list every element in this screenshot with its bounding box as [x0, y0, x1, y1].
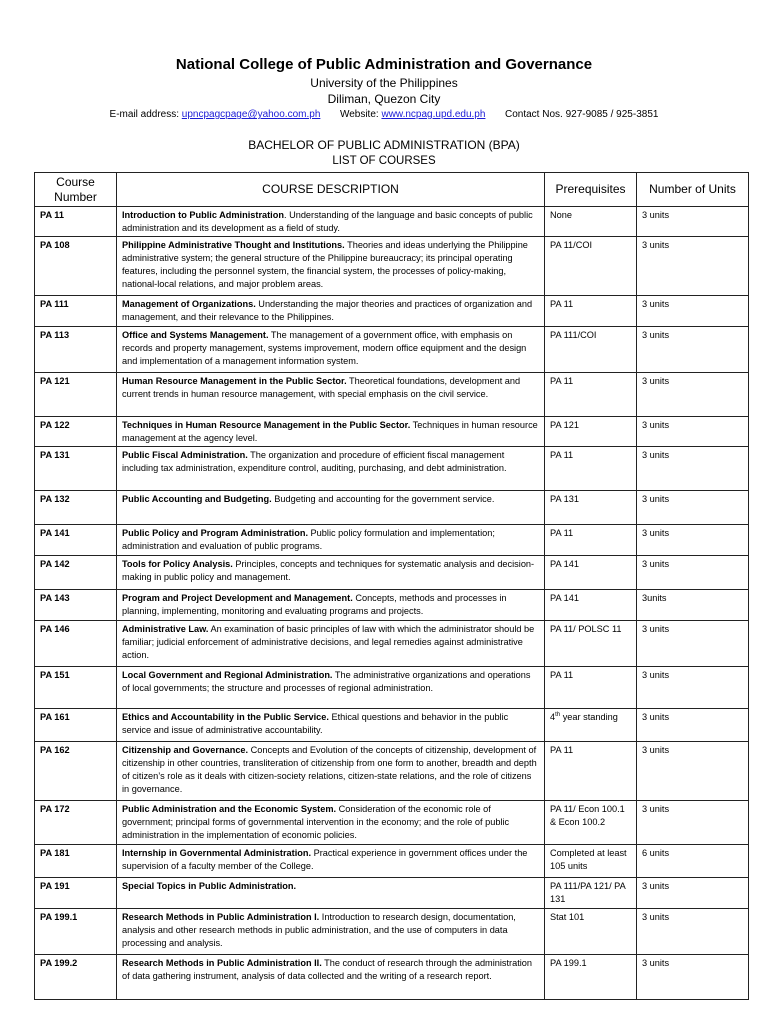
course-description	[117, 417, 545, 447]
course-description	[117, 908, 545, 954]
header-units: Number of Units	[637, 173, 749, 207]
course-title: Program and Project Development and Management.	[122, 592, 353, 603]
course-number: PA 143	[35, 589, 117, 620]
course-prerequisites: PA 11	[545, 741, 637, 800]
course-number: PA 122	[35, 417, 117, 447]
course-prerequisites: PA 111/COI	[545, 327, 637, 373]
website-link[interactable]: www.ncpag.upd.edu.ph	[381, 109, 486, 120]
course-description	[117, 296, 545, 327]
course-number: PA 146	[35, 620, 117, 666]
course-number: PA 181	[35, 844, 117, 877]
email-label: E-mail address:	[109, 109, 180, 120]
course-number: PA 141	[35, 524, 117, 555]
course-number: PA 108	[35, 237, 117, 296]
course-description	[117, 524, 545, 555]
course-number: PA 199.2	[35, 954, 117, 999]
course-description-text: Consideration of the economic role of government; principal forms of governmental intervention in the economy; and the role of public administration in the implementation of economic policies.	[122, 803, 510, 840]
letterhead	[0, 55, 768, 122]
course-prerequisites: PA 11	[545, 524, 637, 555]
course-prerequisites: PA 131	[545, 490, 637, 524]
course-description	[117, 207, 545, 237]
table-row	[35, 373, 749, 417]
course-units: 3 units	[637, 446, 749, 490]
course-number: PA 172	[35, 800, 117, 844]
course-units: 3 units	[637, 708, 749, 741]
course-units: 3 units	[637, 327, 749, 373]
course-units: 3 units	[637, 237, 749, 296]
table-row	[35, 877, 749, 908]
header-course-number: Course Number	[35, 173, 117, 207]
table-row	[35, 708, 749, 741]
table-row	[35, 524, 749, 555]
course-table	[34, 172, 749, 1000]
course-units: 3 units	[637, 296, 749, 327]
course-title: Office and Systems Management.	[122, 330, 269, 340]
course-units: 3 units	[637, 741, 749, 800]
course-description-text: Concepts and Evolution of the concepts of citizenship, development of citizenship in other countries, transliteration of citizenship from one form to another, breadth and depth of citizen’s role as it deals with citizen-society relations, citizen-state relations, and the role of citizens in governance.	[122, 744, 537, 794]
course-units: 3 units	[637, 954, 749, 999]
course-title: Techniques in Human Resource Management in the Public Sector.	[122, 420, 411, 430]
course-title: Research Methods in Public Administration I.	[122, 911, 320, 922]
email-link[interactable]: upncpagcpage@yahoo.com.ph	[181, 109, 321, 120]
course-description	[117, 954, 545, 999]
course-description-text: Concepts, methods and processes in planning, implementing, monitoring and evaluating programs and projects.	[122, 592, 507, 616]
course-description-text: Theoretical foundations, development and current trends in human resource management, with special emphasis on the civil service.	[122, 376, 521, 399]
course-description	[117, 373, 545, 417]
course-description	[117, 844, 545, 877]
course-number: PA 11	[35, 207, 117, 237]
table-row	[35, 620, 749, 666]
college-name: National College of Public Administration and Governance	[175, 56, 593, 73]
course-units: 3units	[637, 589, 749, 620]
contact-line	[0, 108, 768, 122]
location: Diliman, Quezon City	[327, 92, 441, 106]
course-description-text: Public policy formulation and implementation; administration and evaluation of public programs.	[122, 527, 495, 551]
table-row	[35, 237, 749, 296]
list-title: LIST OF COURSES	[332, 155, 436, 167]
course-number: PA 162	[35, 741, 117, 800]
course-title: Management of Organizations.	[122, 299, 256, 309]
course-units: 3 units	[637, 490, 749, 524]
course-title: Special Topics in Public Administration.	[122, 880, 297, 891]
course-description-text: Practical experience in government offices under the supervision of a faculty member of the College.	[122, 847, 528, 871]
course-prerequisites: PA 11	[545, 296, 637, 327]
course-description	[117, 666, 545, 708]
table-row	[35, 908, 749, 954]
course-number: PA 121	[35, 373, 117, 417]
course-title: Tools for Policy Analysis.	[122, 558, 233, 569]
course-prerequisites: PA 111/PA 121/ PA 131	[545, 877, 637, 908]
course-units: 3 units	[637, 373, 749, 417]
table-row	[35, 490, 749, 524]
course-prerequisites: Stat 101	[545, 908, 637, 954]
course-description	[117, 446, 545, 490]
course-title: Public Accounting and Budgeting.	[122, 493, 272, 504]
course-units: 3 units	[637, 908, 749, 954]
course-description	[117, 800, 545, 844]
course-number: PA 199.1	[35, 908, 117, 954]
course-prerequisites: PA 11/COI	[545, 237, 637, 296]
course-units: 3 units	[637, 620, 749, 666]
course-description	[117, 741, 545, 800]
course-title: Local Government and Regional Administration.	[122, 669, 333, 680]
course-description	[117, 589, 545, 620]
course-units: 3 units	[637, 877, 749, 908]
course-number: PA 161	[35, 708, 117, 741]
table-row	[35, 741, 749, 800]
table-row	[35, 666, 749, 708]
course-description	[117, 620, 545, 666]
course-number: PA 142	[35, 555, 117, 589]
course-table-body	[35, 207, 749, 1000]
university-name: University of the Philippines	[310, 76, 458, 90]
course-description	[117, 555, 545, 589]
course-description-text: Introduction to research design, documentation, analysis and other research methods in public administration, and the use of computers in data processing and analysis.	[122, 911, 516, 948]
course-description-text: Ethical questions and behavior in the public service and issue of administrative accountability.	[122, 711, 509, 735]
course-title: Public Administration and the Economic System.	[122, 803, 337, 814]
course-description-text: Principles, concepts and techniques for systematic analysis and decision-making in public policy and management.	[122, 558, 535, 582]
website-label: Website:	[339, 109, 379, 120]
course-description-text: The management of a government office, with emphasis on records and property management, systems improvement, modern office equipment and the design and implementation of a management information system.	[122, 330, 527, 366]
table-header-row	[35, 173, 749, 207]
course-prerequisites: PA 121	[545, 417, 637, 447]
course-description	[117, 237, 545, 296]
course-units: 6 units	[637, 844, 749, 877]
course-title: Public Fiscal Administration.	[122, 449, 248, 460]
course-title: Introduction to Public Administration	[122, 210, 284, 220]
table-row	[35, 555, 749, 589]
course-description-text: Budgeting and accounting for the government service.	[271, 493, 495, 504]
header-prerequisites: Prerequisites	[545, 173, 637, 207]
course-number: PA 131	[35, 446, 117, 490]
course-description-text: Techniques in human resource management at the agency level.	[122, 420, 538, 443]
course-prerequisites: PA 11/ Econ 100.1 & Econ 100.2	[545, 800, 637, 844]
course-description-text: An examination of basic principles of law with which the administrator should be familiar; judicial enforcement of administrative decisions, and legal remedies against administrative action.	[122, 623, 535, 660]
course-prerequisites: Completed at least 105 units	[545, 844, 637, 877]
table-row	[35, 954, 749, 999]
course-units: 3 units	[637, 417, 749, 447]
course-description-text: Theories and ideas underlying the Philippine administrative system; the general structure of the Philippine bureaucracy; its principal operating features, including the personnel system, the financial system, the processes of policy-making, national-local relations, and major problem areas.	[122, 240, 528, 289]
table-row	[35, 207, 749, 237]
course-description-text: Understanding the major theories and practices of organization and management, and their relevance to the Philippines.	[122, 299, 533, 322]
course-title: Philippine Administrative Thought and Institutions.	[122, 240, 345, 250]
course-description-text: The conduct of research through the administration of data gathering instrument, analysis of data collected and the writing of a research report.	[122, 957, 533, 981]
course-prerequisites: PA 11/ POLSC 11	[545, 620, 637, 666]
table-row	[35, 417, 749, 447]
course-number: PA 113	[35, 327, 117, 373]
course-description-text: The organization and procedure of efficient fiscal management including tax administration, expenditure control, auditing, purchasing, and debt administration.	[122, 449, 507, 473]
course-units: 3 units	[637, 207, 749, 237]
course-number: PA 151	[35, 666, 117, 708]
course-units: 3 units	[637, 555, 749, 589]
course-prerequisites: PA 141	[545, 555, 637, 589]
program-heading	[0, 137, 768, 169]
course-title: Citizenship and Governance.	[122, 744, 249, 755]
table-row	[35, 296, 749, 327]
course-number: PA 111	[35, 296, 117, 327]
course-title: Administrative Law.	[122, 623, 209, 634]
course-description-text: . Understanding of the language and basic concepts of public administration and its development as a field of study.	[122, 210, 533, 233]
table-row	[35, 800, 749, 844]
course-units: 3 units	[637, 666, 749, 708]
course-title: Human Resource Management in the Public Sector.	[122, 376, 347, 386]
course-prerequisites: PA 141	[545, 589, 637, 620]
course-units: 3 units	[637, 800, 749, 844]
table-row	[35, 589, 749, 620]
course-title: Research Methods in Public Administration II.	[122, 957, 322, 968]
course-prerequisites: PA 11	[545, 446, 637, 490]
contact-numbers: Contact Nos. 927-9085 / 925-3851	[505, 109, 659, 120]
table-row	[35, 327, 749, 373]
course-title: Public Policy and Program Administration.	[122, 527, 308, 538]
course-prerequisites: PA 199.1	[545, 954, 637, 999]
course-units: 3 units	[637, 524, 749, 555]
course-description	[117, 490, 545, 524]
course-prerequisites: 4th year standing	[545, 708, 637, 741]
course-title: Ethics and Accountability in the Public Service.	[122, 711, 329, 722]
course-description-text: The administrative organizations and operations of local governments; the structure and processes of regional administration.	[122, 669, 531, 693]
course-prerequisites: None	[545, 207, 637, 237]
course-prerequisites: PA 11	[545, 666, 637, 708]
program-title: BACHELOR OF PUBLIC ADMINISTRATION (BPA)	[248, 138, 520, 152]
course-number: PA 132	[35, 490, 117, 524]
table-row	[35, 844, 749, 877]
course-title: Internship in Governmental Administration.	[122, 847, 312, 858]
table-row	[35, 446, 749, 490]
course-description	[117, 327, 545, 373]
header-description: COURSE DESCRIPTION	[117, 173, 545, 207]
course-prerequisites: PA 11	[545, 373, 637, 417]
course-description	[117, 708, 545, 741]
course-description	[117, 877, 545, 908]
course-number: PA 191	[35, 877, 117, 908]
